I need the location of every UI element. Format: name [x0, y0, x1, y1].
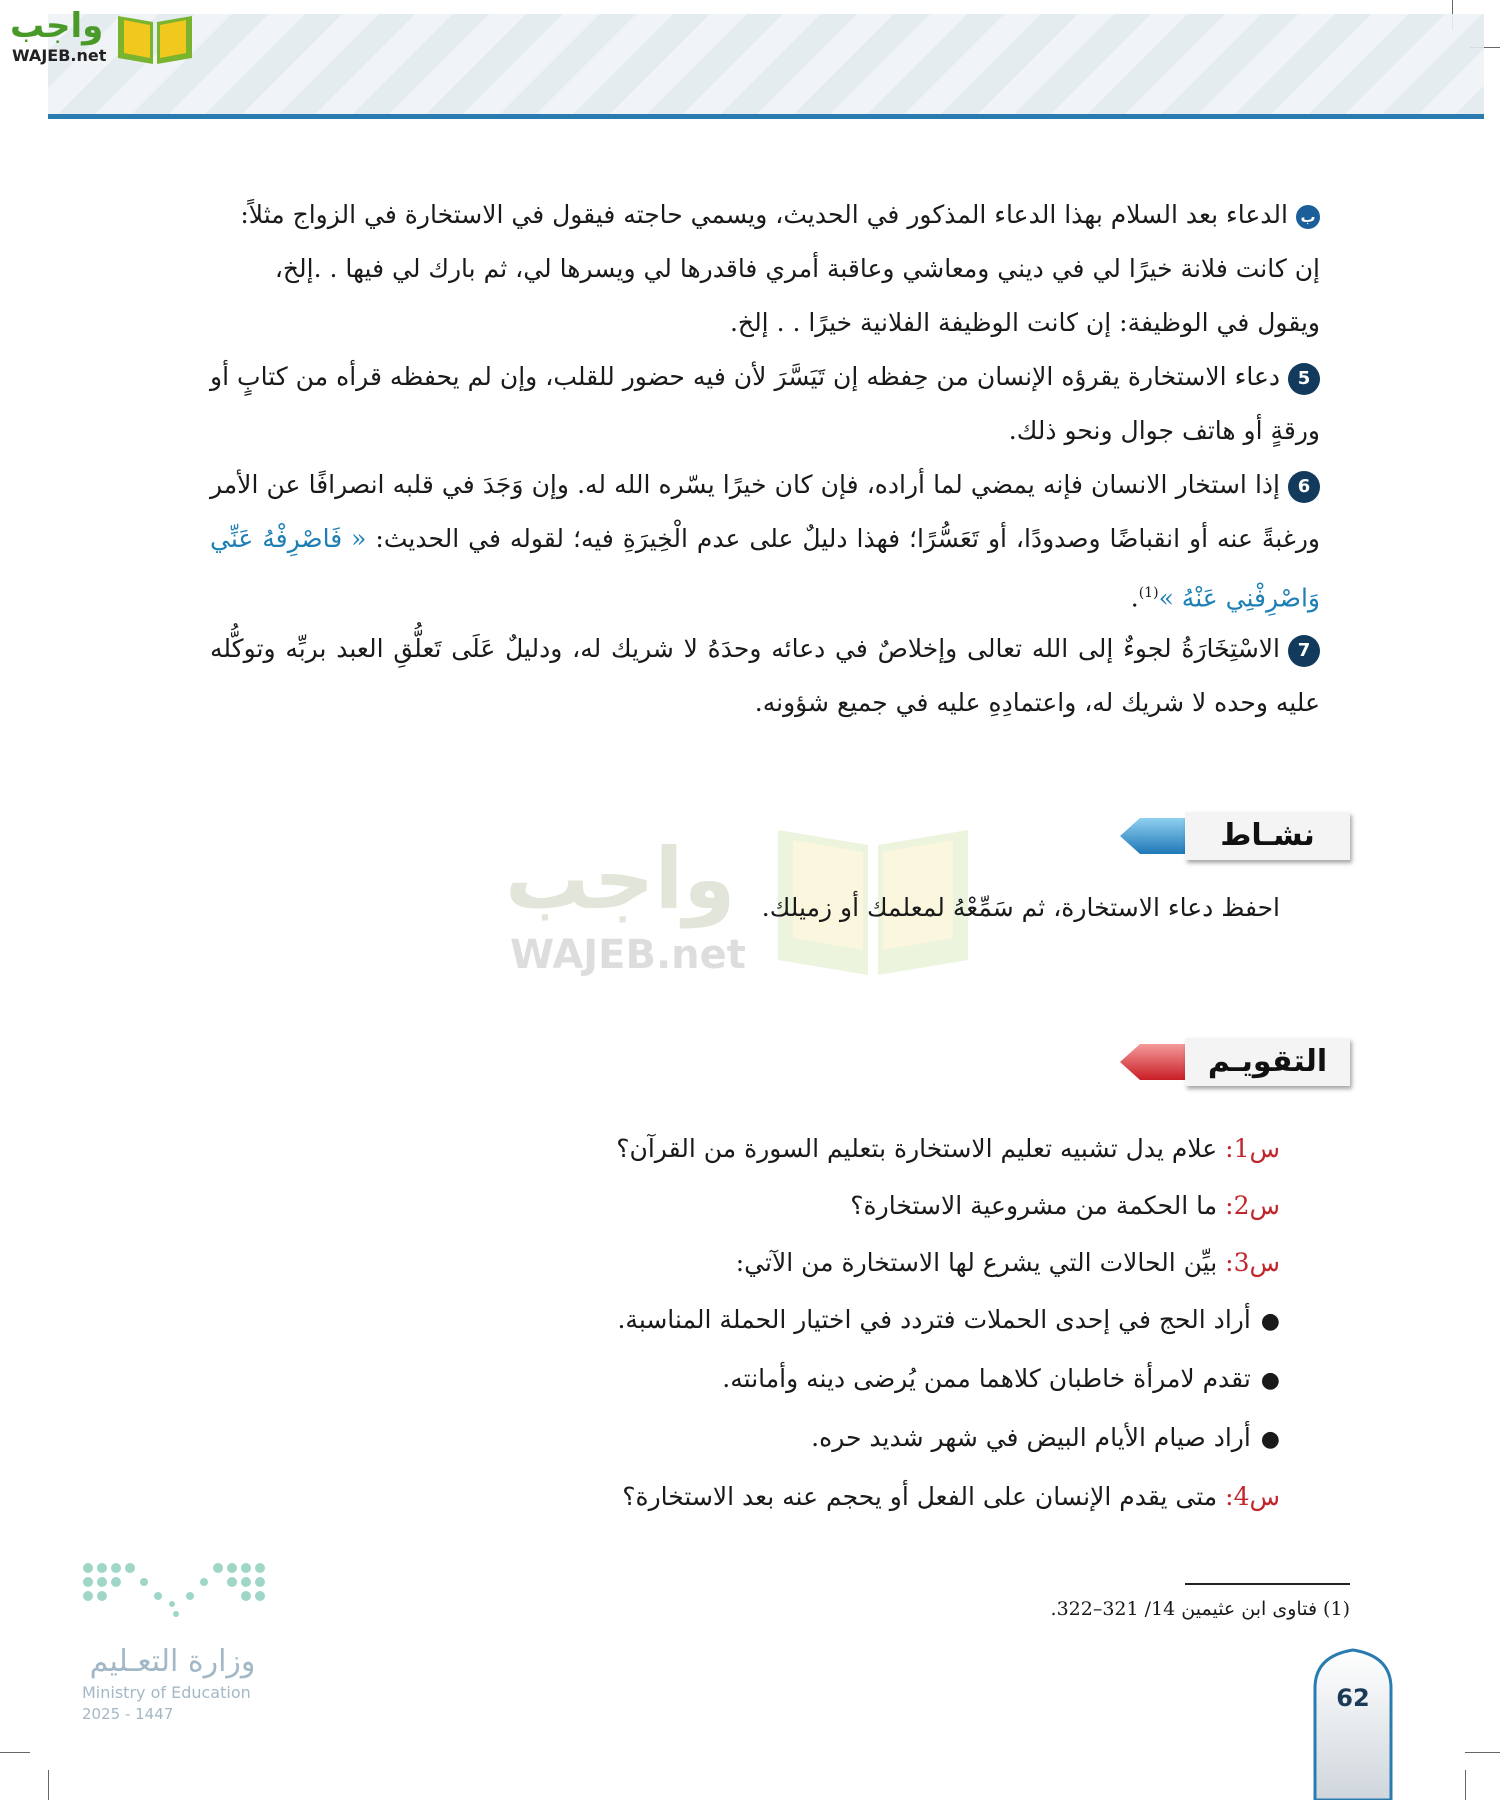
footnote-ref[interactable]: (1): [1138, 585, 1159, 601]
activity-title: نشـاط: [1185, 812, 1350, 860]
intro-line: بالدعاء بعد السلام بهذا الدعاء المذكور في الحديث، ويسمي حاجته فيقول في الاستخارة في الزواج مثلاً:: [210, 188, 1320, 242]
crop-mark: [0, 1752, 30, 1753]
hadith-quote: « فَاصْرِفْهُ عَنِّي وَاصْرِفْنِي عَنْهُ »: [210, 524, 1320, 613]
page-number: 62: [1336, 1684, 1370, 1712]
numbered-item: 6إذا استخار الانسان فإنه يمضي لما أراده، فإن كان خيرًا يسّره الله له. وإن وَجَدَ في قلبه انصرافًا عن الأمر ورغبةً عنه أو انقباضًا وصدودًا، أو تَعَسُّرًا؛ فهذا دليلٌ على عدم الْخِيرَةِ فيه؛ لقوله في الحديث: « فَاصْرِفْهُ عَنِّي وَاصْرِفْنِي عَنْهُ »$^{(1)}$.: [210, 470, 1320, 613]
activity-text: احفظ دعاء الاستخارة، ثم سَمِّعْهُ لمعلمك أو زميلك.: [761, 893, 1280, 922]
question: س4: متى يقدم الإنسان على الفعل أو يحجم عنه بعد الاستخارة؟: [622, 1482, 1280, 1511]
bullet-icon: ●: [1260, 1427, 1280, 1452]
header-pattern: [48, 14, 1484, 114]
numbered-item: [210, 622, 1320, 730]
intro-item: [210, 188, 1320, 350]
bullet-item: ●أراد صيام الأيام البيض في شهر شديد حره.: [811, 1423, 1280, 1452]
evaluation-banner: [1120, 1038, 1350, 1090]
activity-banner: [1120, 812, 1350, 864]
item-text: الاسْتِخَارَةُ لجوءٌ إلى الله تعالى وإخلاصٌ في دعائه وحدَهُ لا شريك له، ودليلٌ عَلَى تَعلُّقِ العبد بربِّه وتوكُّله عليه وحده لا شريك له، واعتمادِهِ عليه في جميع شؤونه.: [210, 634, 1320, 717]
bullet-icon: ●: [1260, 1368, 1280, 1393]
question: س2: ما الحكمة من مشروعية الاستخارة؟: [850, 1191, 1280, 1220]
evaluation-questions: [380, 1120, 1280, 1525]
item-number: 7: [1288, 635, 1320, 667]
intro-line: إن كانت فلانة خيرًا لي في ديني ومعاشي وعاقبة أمري فاقدرها لي ويسرها لي، ثم بارك لي فيها . .إلخ،: [274, 254, 1320, 283]
page-tab-shape: [1313, 1648, 1393, 1800]
logo-text: واجب: [10, 6, 104, 46]
item-marker: ب: [1296, 205, 1320, 229]
item-number: 5: [1288, 363, 1320, 395]
intro-line: ويقول في الوظيفة: إن كانت الوظيفة الفلانية خيرًا . . إلخ.: [729, 308, 1320, 337]
footnote: (1) فتاوى ابن عثيمين 14/ 321–322.: [1050, 1598, 1350, 1620]
numbered-item: [210, 350, 1320, 458]
crop-mark: [1465, 1770, 1466, 1800]
watermark-en: WAJEB.net: [510, 932, 746, 978]
crop-mark: [48, 1770, 49, 1800]
item-text: إذا استخار الانسان فإنه يمضي لما أراده، فإن كان خيرًا يسّره الله له. وإن وَجَدَ في قلبه انصرافًا عن الأمر ورغبةً عنه أو انقباضًا وصدودًا، أو تَعَسُّرًا؛ فهذا دليلٌ على عدم الْخِيرَةِ فيه؛ لقوله في الحديث:: [210, 470, 1320, 553]
wajeb-logo[interactable]: [10, 6, 190, 66]
logo-domain: WAJEB.net: [12, 46, 107, 65]
evaluation-title: التقويـم: [1185, 1038, 1350, 1086]
footnote-rule: [1185, 1583, 1350, 1585]
bullet-item: ●تقدم لامرأة خاطبان كلاهما ممن يُرضى دينه وأمانته.: [722, 1364, 1280, 1393]
header-rule: [48, 114, 1484, 119]
question: س3: بيِّن الحالات التي يشرع لها الاستخارة من الآتي:: [735, 1248, 1280, 1277]
crop-mark: [1465, 1752, 1500, 1753]
item-text: دعاء الاستخارة يقرؤه الإنسان من حِفظه إن تَيَسَّرَ لأن فيه حضور للقلب، وإن لم يحفظه قرأه من كتابٍ أو ورقةٍ أو هاتف جوال ونحو ذلك.: [210, 362, 1320, 445]
watermark-ar: واجب: [505, 830, 736, 928]
book-icon: [116, 8, 194, 66]
question: س1: علام يدل تشبيه تعليم الاستخارة بتعليم السورة من القرآن؟: [616, 1134, 1280, 1163]
bullet-icon: ●: [1260, 1309, 1280, 1334]
bullet-item: ●أراد الحج في إحدى الحملات فتردد في اختيار الحملة المناسبة.: [617, 1305, 1280, 1334]
ministry-dots-icon: [80, 1560, 270, 1620]
ministry-name-ar: وزارة التعـليم: [89, 1644, 256, 1679]
ministry-logo: [80, 1560, 280, 1723]
item-number: 6: [1288, 471, 1320, 503]
ministry-year: 2025 - 1447: [82, 1705, 174, 1723]
ministry-name-en: Ministry of Education: [82, 1683, 251, 1702]
